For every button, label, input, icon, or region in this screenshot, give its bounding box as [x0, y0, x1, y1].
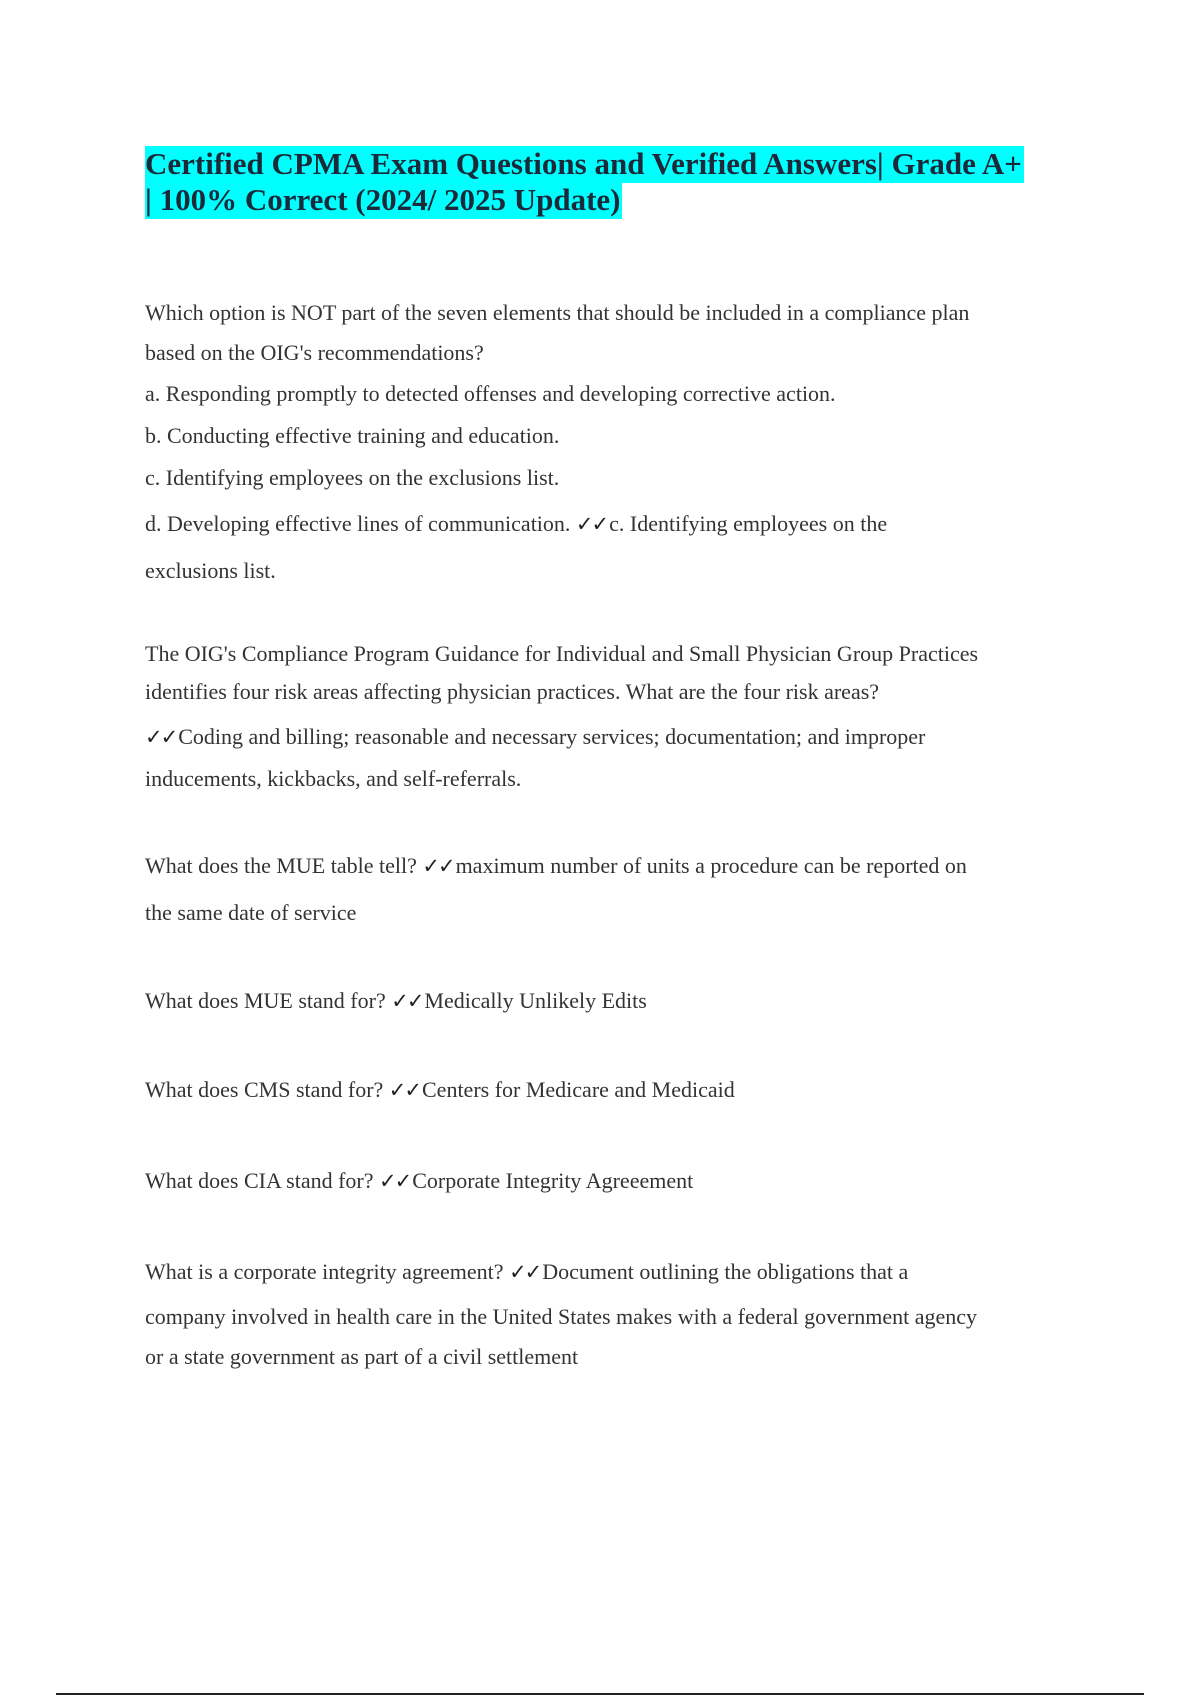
- q2-line-1: The OIG's Compliance Program Guidance for Individual and Small Physician Group Practices: [145, 641, 979, 666]
- q7-answer-cont-2: or a state government as part of a civil settlement: [145, 1344, 579, 1369]
- q6-question: What does CIA stand for?: [145, 1168, 379, 1193]
- q3-question: What does the MUE table tell?: [145, 853, 423, 878]
- q2-answer: Coding and billing; reasonable and necessary services; documentation; and improper: [178, 724, 926, 749]
- check-icon: ✓✓: [509, 1260, 541, 1284]
- q1-option-b: b. Conducting effective training and education.: [145, 423, 560, 448]
- check-icon: ✓✓: [388, 1078, 420, 1102]
- q1-line-2: based on the OIG's recommendations?: [145, 340, 484, 365]
- q2-answer-line: [145, 724, 925, 750]
- footer-divider: [56, 1693, 1144, 1695]
- q2-answer-cont: inducements, kickbacks, and self-referrals.: [145, 766, 522, 791]
- q1-option-c: c. Identifying employees on the exclusions list.: [145, 465, 560, 490]
- q6-line: [145, 1168, 693, 1194]
- q5-question: What does CMS stand for?: [145, 1077, 389, 1102]
- q4-line: [145, 988, 647, 1014]
- check-icon: ✓✓: [391, 989, 423, 1013]
- q3-answer: maximum number of units a procedure can be reported on: [455, 853, 967, 878]
- q1-option-a: a. Responding promptly to detected offenses and developing corrective action.: [145, 381, 836, 406]
- q4-question: What does MUE stand for?: [145, 988, 392, 1013]
- q6-answer: Corporate Integrity Agreeement: [412, 1168, 694, 1193]
- title-highlight-line-1: Certified CPMA Exam Questions and Verified Answers| Grade A+: [145, 146, 1022, 181]
- q7-answer: Document outlining the obligations that a: [542, 1259, 909, 1284]
- q1-answer: c. Identifying employees on the: [609, 511, 888, 536]
- check-icon: ✓✓: [575, 512, 608, 536]
- q7-line: [145, 1259, 908, 1285]
- q3-answer-cont: the same date of service: [145, 900, 357, 925]
- q1-line-1: Which option is NOT part of the seven elements that should be included in a compliance plan: [145, 300, 970, 325]
- q7-answer-cont-1: company involved in health care in the United States makes with a federal government agency: [145, 1304, 978, 1329]
- check-icon: ✓✓: [422, 854, 454, 878]
- q4-answer: Medically Unlikely Edits: [424, 988, 647, 1013]
- check-icon: ✓✓: [379, 1169, 411, 1193]
- document-title: [145, 146, 1075, 218]
- q1-answer-cont: exclusions list.: [145, 558, 276, 583]
- q5-answer: Centers for Medicare and Medicaid: [422, 1077, 735, 1102]
- title-highlight-line-2: | 100% Correct (2024/ 2025 Update): [145, 182, 621, 217]
- q3-line: [145, 853, 967, 879]
- check-icon: ✓✓: [145, 725, 177, 749]
- q7-question: What is a corporate integrity agreement?: [145, 1259, 510, 1284]
- q2-line-2: identifies four risk areas affecting physician practices. What are the four risk areas?: [145, 679, 880, 704]
- q1-option-d: d. Developing effective lines of communication.: [145, 511, 576, 536]
- q5-line: [145, 1077, 735, 1103]
- q1-option-d-answer: [145, 511, 887, 537]
